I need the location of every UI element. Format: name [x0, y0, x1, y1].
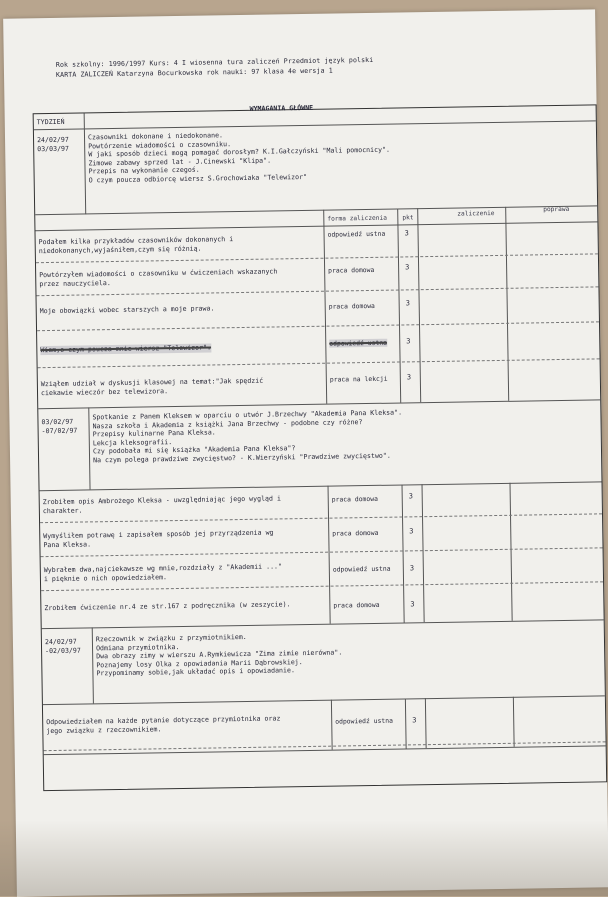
- s2-req-2-text: Wymyśliłem potrawę i zapisałem sposób jej przyrządzenia wg Pana Kleksa.: [43, 528, 274, 549]
- s2-req-2-pkt: 3: [409, 527, 414, 536]
- s1-req-5-pkt: 3: [406, 373, 412, 382]
- section-1-topics: Czasowniki dokonane i niedokonane. Powtórzenie wiadomości o czasowniku. W jaki sposób dzieci mogą pomagać dorosłym? K.I.Gałczyński "Mali pomocnicy". Zimowe zabawy sprzed lat - J.Cinewski "Klipa". Przepis na wykonanie czegoś. O czym poucza odbiorcę wiersz S.Grochowiaka "Telewizor": [87, 131, 391, 185]
- section-3-dates: 24/02/97 -02/03/97: [44, 637, 81, 655]
- week-column-header: TYDZIEŃ: [36, 117, 65, 127]
- s1-req-1-form: odpowiedź ustna: [327, 229, 386, 239]
- s2-req-3-form: odpowiedź ustna: [332, 564, 391, 574]
- s1-req-2-text: Powtórzyłem wiadomości o czasowniku w ćwiczeniach wskazanych przez nauczyciela.: [39, 267, 278, 288]
- section-1-dates: 24/02/97 03/03/97: [36, 135, 70, 153]
- section-2-dates: 03/02/97 -07/02/97: [41, 417, 78, 435]
- s1-req-3-text: Moje obowiązki wobec starszych a moje prawa.: [39, 304, 215, 316]
- section-2-topics: Spotkanie z Panem Kleksem w oparciu o utwór J.Brzechwy "Akademia Pana Kleksa". Nasza szkoła i Akademia z książki Jana Brzechwy - podobne czy różne? Przepisy kulinarne Pana Kleksa. Lekcja kleksografii. Czy podobała mi się książka "Akademia Pana Kleksa"? Na czym polega prawdziwe zwycięstwo? - K.Wierzyński "Prawdziwe zwycięstwo".: [92, 408, 403, 465]
- s3-req-1-text: Odpowiedziałem na każde pytanie dotyczące przymiotnika oraz jego związku z rzeczownikiem.: [46, 714, 281, 735]
- s2-req-2-form: praca domowa: [332, 528, 379, 538]
- header-line-1: Rok szkolny: 1996/1997 Kurs: 4 I wiosenna tura zaliczeń Przedmiot język polski: [55, 55, 374, 69]
- s1-req-4-text: Wiem,o czym poucza mnie wiersz "Telewizor".: [40, 343, 212, 355]
- s1-req-2-form: praca domowa: [328, 265, 375, 275]
- main-title: WYMAGANIA GŁÓWNE: [249, 103, 314, 113]
- s3-req-1-pkt: 3: [412, 716, 417, 725]
- s2-req-3-text: Wybrałem dwa,najciekawsze wg mnie,rozdziały z "Akademii ..." i pięknie o nich opowiedziałem.: [43, 562, 283, 583]
- s1-req-5-form: praca na lekcji: [329, 374, 388, 384]
- document-page: [3, 9, 608, 896]
- col-poprawa-header: poprawa: [543, 205, 570, 214]
- s1-req-5-text: Wziąłem udział w dyskusji klasowej na temat:"Jak spędzić ciekawie wieczór bez telewizora.: [40, 376, 264, 397]
- section-3-topics: Rzeczownik w związku z przymiotnikiem. Odmiana przymiotnika. Dwa obrazy zimy w wierszu A.Rymkiewicza "Zima zimie nierówna". Poznajemy losy Olka z opowiadania Marii Dąbrowskiej. Przypominamy sobie,jak układać opis i opowiadanie.: [95, 632, 343, 678]
- s2-req-1-text: Zrobiłem opis Ambrożego Kleksa - uwzględniając jego wygląd i charakter.: [42, 494, 281, 515]
- s1-req-4-form: odpowiedź ustna: [329, 338, 388, 348]
- s1-req-4-pkt: 3: [406, 337, 411, 346]
- s1-req-3-form: praca domowa: [328, 301, 375, 311]
- s2-req-1-pkt: 3: [408, 492, 413, 501]
- s1-req-1-pkt: 3: [404, 229, 409, 238]
- col-zaliczenie-header: zaliczenie: [457, 210, 495, 218]
- col-forma-header: forma zaliczenia: [327, 214, 387, 223]
- requirements-table: [33, 104, 608, 791]
- s2-req-1-form: praca domowa: [331, 494, 378, 504]
- s1-req-3-pkt: 3: [405, 299, 410, 308]
- s1-req-1-text: Podałem kilka przykładów czasowników dokonanych i niedokonanych,wyjaśniłem,czym się różnią.: [38, 235, 234, 255]
- header-line-2: KARTA ZALICZEŃ Katarzyna Bocurkowska rok nauki: 97 klasa 4e wersja 1: [55, 66, 333, 79]
- s3-req-1-form: odpowiedź ustna: [335, 716, 393, 726]
- s2-req-4-form: praca domowa: [333, 600, 380, 610]
- s1-req-2-pkt: 3: [405, 263, 410, 272]
- s2-req-4-text: Zrobiłem ćwiczenie nr.4 ze str.167 z podręcznika (w zeszycie).: [44, 600, 291, 613]
- col-pkt-header: pkt: [402, 214, 414, 222]
- s2-req-4-pkt: 3: [410, 600, 415, 609]
- s2-req-3-pkt: 3: [409, 564, 415, 573]
